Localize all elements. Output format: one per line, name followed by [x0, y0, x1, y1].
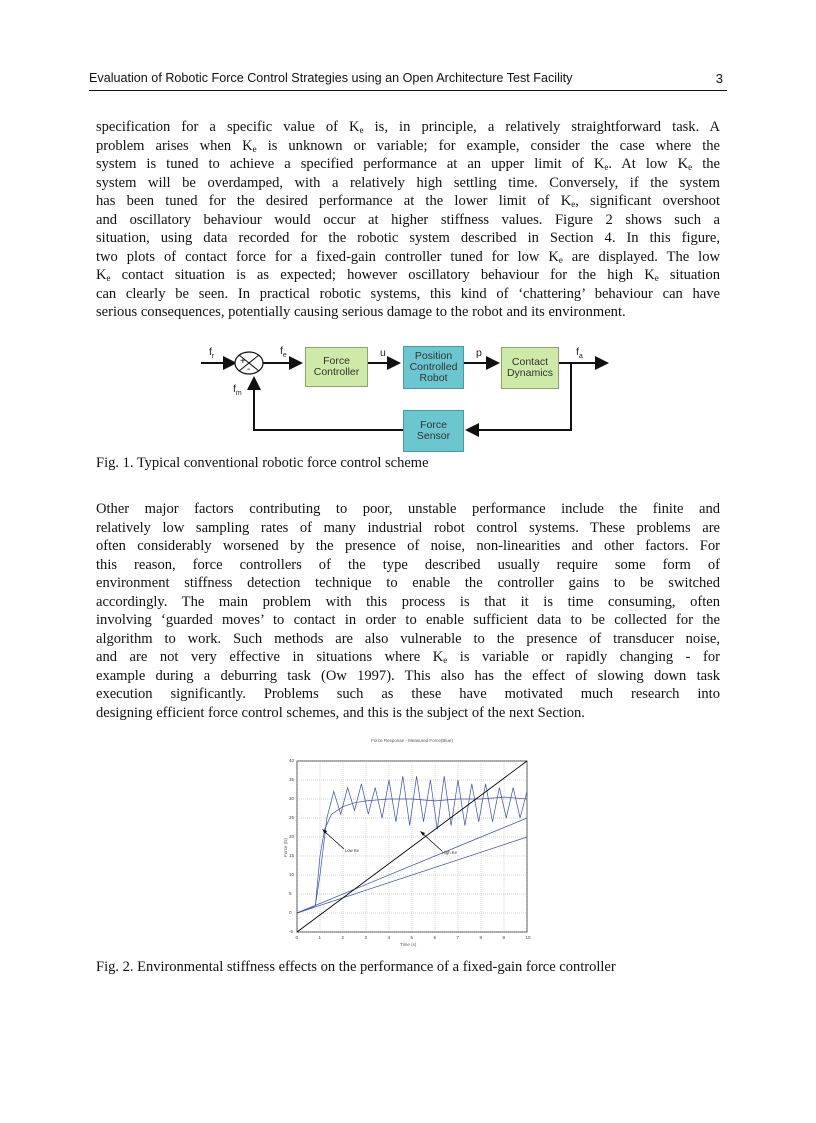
y-tick-label: -5 [289, 929, 294, 934]
signal-fa-label: $f_a$ [576, 346, 583, 361]
text-line: accordingly. The main problem with this process is that it is time consuming, often [96, 593, 720, 610]
y-tick-label: 35 [289, 777, 295, 782]
figure-2-caption: Fig. 2. Environmental stiffness effects on the performance of a fixed-gain force controller [96, 959, 616, 975]
chart-title: Force Response - Measured Force(Blue) [371, 738, 453, 743]
force-controller-block: Force Controller [305, 347, 368, 387]
y-tick-label: 15 [289, 853, 295, 858]
chart-plot [270, 735, 540, 950]
x-tick-label: 9 [502, 935, 506, 940]
y-tick-label: 40 [289, 758, 295, 763]
paragraph-1 [96, 118, 720, 322]
text-line: example during a deburring task (Ow 1997). This also has the effect of slowing down task [96, 667, 720, 684]
y-tick-label: 20 [289, 834, 295, 839]
x-axis-label: Time (s) [400, 942, 417, 947]
y-tick-label: 30 [289, 796, 295, 801]
text-line: this reason, force controllers of the type described usually require some form of [96, 556, 720, 573]
figure-1-block-diagram [195, 340, 625, 452]
x-tick-label: 6 [433, 935, 437, 940]
x-tick-label: 5 [410, 935, 414, 940]
text-line: can clearly be seen. In practical robotic systems, this kind of ‘chattering’ behaviour can have [96, 285, 720, 302]
text-line: specification for a specific value of $K_e$ is, in principle, a relatively straightforward task. A [96, 119, 720, 135]
text-line: serious consequences, potentially causing serious damage to the robot and its environment. [96, 304, 626, 320]
x-tick-label: 4 [387, 935, 391, 940]
figure-2-chart [270, 735, 540, 950]
text-line: two plots of contact force for a fixed-gain controller tuned for low $K_e$ are displayed. The low [96, 248, 720, 265]
text-line: involving ‘guarded moves’ to contact in order to enable sufficient data to be collected for the [96, 612, 720, 628]
annotation-low-ke: Low Ke [345, 848, 359, 853]
paragraph-2 [96, 500, 720, 722]
text-line: and are not very effective in situations where $K_e$ is variable or rapidly changing - for [96, 649, 720, 665]
text-line: situation, using data recorded for the robotic system described in Section 4. In this figure, [96, 230, 720, 246]
figure-1-caption: Fig. 1. Typical conventional robotic force control scheme [96, 455, 429, 471]
contact-dynamics-block: Contact Dynamics [501, 347, 559, 389]
annotation-high-ke: High Ke [442, 850, 457, 855]
y-tick-label: 5 [289, 891, 292, 896]
signal-u-label: u [380, 347, 386, 359]
force-sensor-block: Force Sensor [403, 410, 464, 452]
text-line: and oscillatory behaviour would occur at higher stiffness values. Figure 2 shows such a [96, 211, 720, 228]
signal-fm-label: $f_m$ [233, 383, 242, 398]
page-number: 3 [715, 71, 723, 86]
text-line: Other major factors contributing to poor, unstable performance include the finite and [96, 501, 720, 517]
minus-sign: - [247, 364, 251, 375]
x-tick-label: 3 [364, 935, 368, 940]
signal-fe-label: $f_e$ [280, 345, 287, 360]
text-line: environment stiffness detection technique to enable the controller gains to be switched [96, 575, 720, 591]
x-tick-label: 8 [479, 935, 483, 940]
x-tick-label: 0 [295, 935, 299, 940]
x-tick-label: 7 [456, 935, 460, 940]
text-line: designing efficient force control schemes, and this is the subject of the next Section. [96, 704, 585, 721]
plus-sign: + [240, 356, 246, 367]
text-line: system will be overdamped, with a relatively high settling time. Conversely, if the system [96, 174, 720, 191]
y-tick-label: 25 [289, 815, 295, 820]
x-tick-label: 1 [318, 935, 322, 940]
x-tick-label: 2 [341, 935, 345, 940]
text-line: algorithm to work. Such methods are also vulnerable to the presence of transducer noise, [96, 630, 720, 647]
text-line: problem arises when $K_e$ is unknown or variable; for example, consider the case where the [96, 137, 720, 154]
text-line: system is tuned to achieve a specified performance at an upper limit of $K_e$. At low $K_e$ the [96, 156, 720, 172]
text-line: has been tuned for the desired performance at the lower limit of $K_e$, significant overshoot [96, 193, 720, 209]
running-title: Evaluation of Robotic Force Control Strategies using an Open Architecture Test Facility [89, 71, 573, 85]
signal-fr-label: $f_r$ [209, 346, 215, 361]
text-line: relatively low sampling rates of many industrial robot control systems. These problems are [96, 519, 720, 536]
x-tick-label: 10 [525, 935, 531, 940]
y-tick-label: 10 [289, 872, 295, 877]
text-line: often considerably worsened by the presence of noise, non-linearities and other factors. For [96, 538, 720, 554]
signal-p-label: p [476, 347, 482, 359]
running-header [89, 70, 727, 91]
y-tick-label: 0 [289, 910, 292, 915]
text-line: $K_e$ contact situation is as expected; however oscillatory behaviour for the high $K_e$ situation [96, 267, 720, 283]
text-line: execution significantly. Problems such as these have motivated much research into [96, 686, 720, 702]
position-controlled-robot-block: Position Controlled Robot [403, 346, 464, 389]
y-axis-label: Force (N) [283, 838, 288, 857]
